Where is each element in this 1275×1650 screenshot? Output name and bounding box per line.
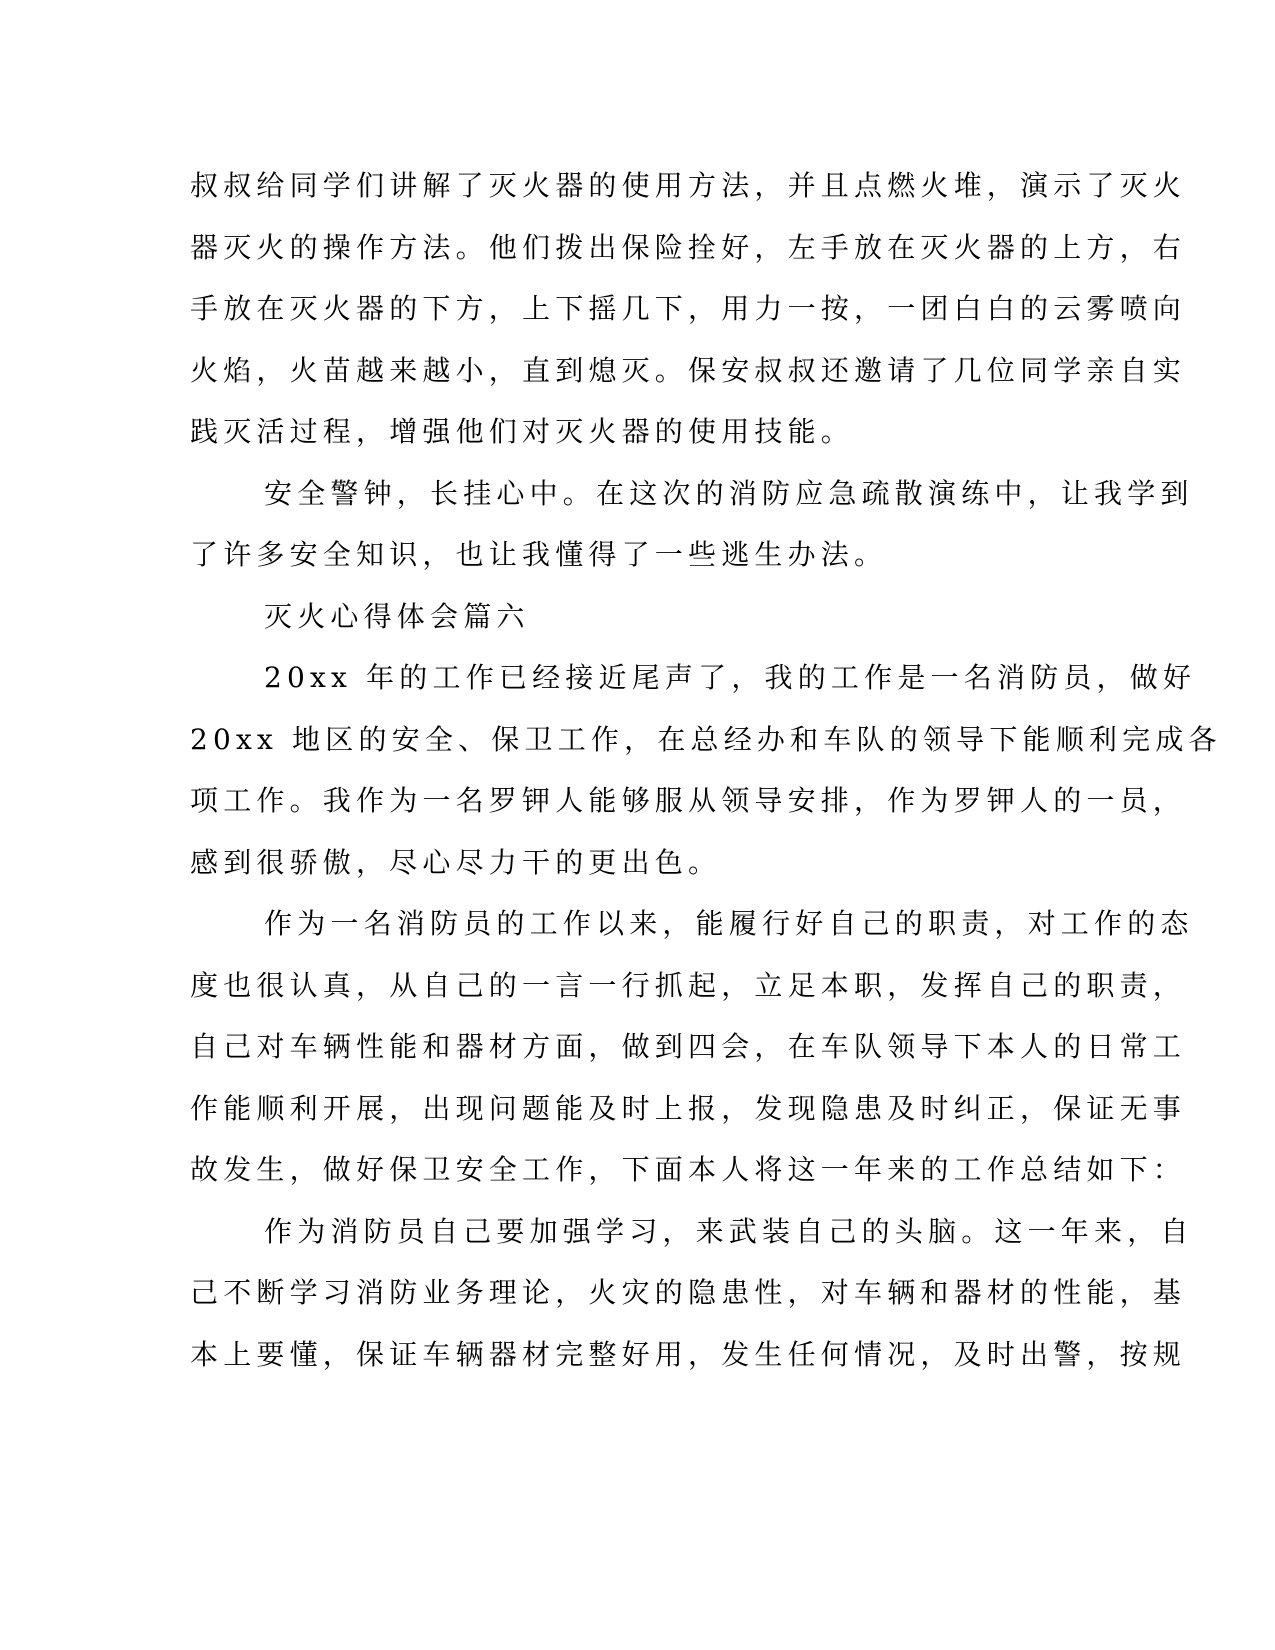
text-line: 20xx 年的工作已经接近尾声了，我的工作是一名消防员，做好 (264, 661, 1197, 694)
text-line: 作为消防员自己要加强学习，来武装自己的头脑。这一年来，自 (264, 1214, 1194, 1248)
text-line: 项工作。我作为一名罗钾人能够服从领导安排，作为罗钾人的一员， (190, 784, 1187, 817)
text-line: 安全警钟，长挂心中。在这次的消防应急疏散演练中，让我学到 (264, 476, 1194, 510)
document-body (190, 155, 1222, 1385)
text-line: 作能顺利开展，出现问题能及时上报，发现隐患及时纠正，保证无事 (190, 1091, 1187, 1125)
text-line: 手放在灭火器的下方，上下摇几下，用力一按，一团白白的云雾喷向 (190, 292, 1187, 325)
section-heading: 灭火心得体会篇六 (264, 599, 530, 633)
text-line: 感到很骄傲，尽心尽力干的更出色。 (190, 845, 722, 879)
text-line: 器灭火的操作方法。他们拨出保险拴好，左手放在灭火器的上方，右 (190, 230, 1187, 264)
text-line: 作为一名消防员的工作以来，能履行好自己的职责，对工作的态 (264, 907, 1194, 940)
text-line: 本上要懂，保证车辆器材完整好用，发生任何情况，及时出警，按规 (190, 1337, 1187, 1371)
text-line: 叔叔给同学们讲解了灭火器的使用方法，并且点燃火堆，演示了灭火 (190, 169, 1187, 202)
text-line: 自己对车辆性能和器材方面，做到四会，在车队领导下本人的日常工 (190, 1030, 1187, 1063)
text-line: 故发生，做好保卫安全工作，下面本人将这一年来的工作总结如下： (190, 1153, 1187, 1186)
text-line: 践灭活过程，增强他们对灭火器的使用技能。 (190, 415, 855, 448)
text-line: 火焰，火苗越来越小，直到熄灭。保安叔叔还邀请了几位同学亲自实 (190, 353, 1187, 387)
text-line: 了许多安全知识，也让我懂得了一些逃生办法。 (190, 538, 888, 571)
text-line: 20xx 地区的安全、保卫工作，在总经办和车队的领导下能顺利完成各 (190, 722, 1222, 756)
text-line: 度也很认真，从自己的一言一行抓起，立足本职，发挥自己的职责， (190, 968, 1187, 1002)
text-line: 己不断学习消防业务理论，火灾的隐患性，对车辆和器材的性能，基 (190, 1276, 1187, 1309)
